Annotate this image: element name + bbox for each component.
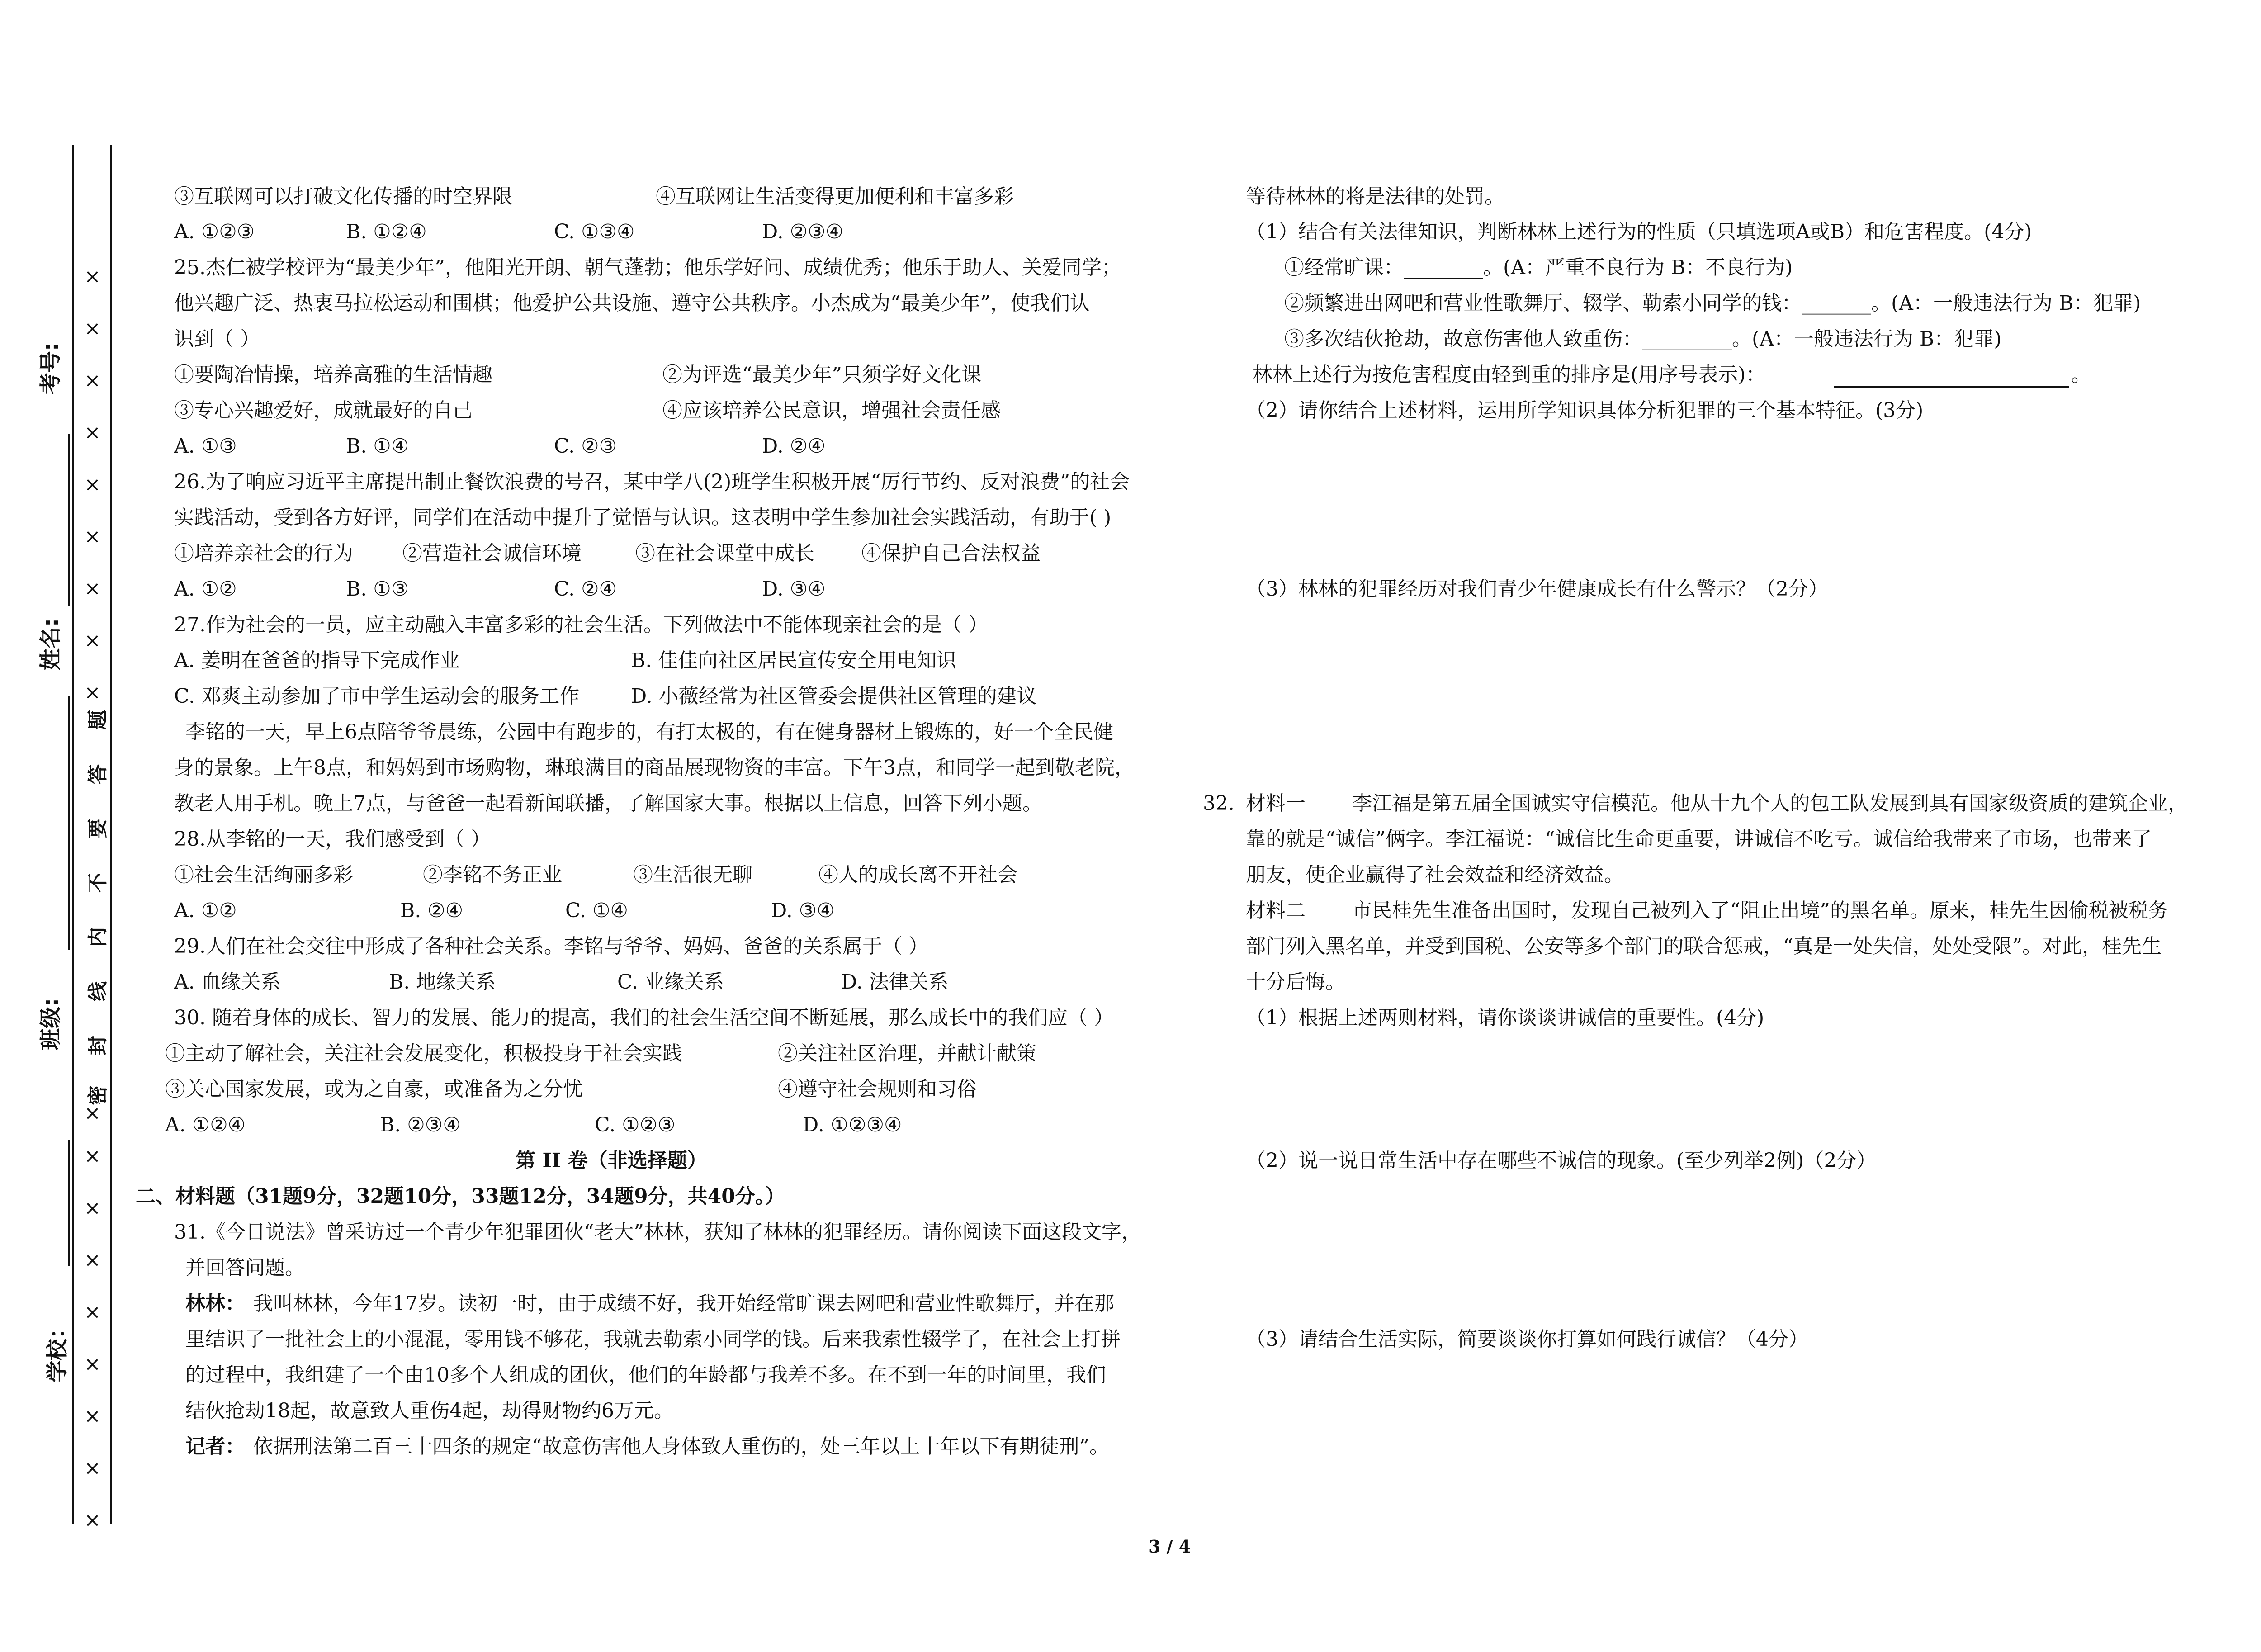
q32-number: 32.: [1203, 792, 1235, 815]
q29-choice-b: B. 地缘关系: [389, 970, 496, 994]
q25-option-3: ③专心兴趣爱好，成就最好的自己: [174, 399, 473, 422]
seal-char-feng: 封: [86, 1036, 109, 1056]
q26-option-2: ②营造社会诚信环境: [402, 542, 582, 565]
margin-cross: ×: [84, 577, 101, 600]
material-liming-2: 身的景象。上午8点，和妈妈到市场购物，琳琅满目的商品展现物资的丰富。下午3点，和同学一起到敬老院，: [174, 756, 1135, 779]
margin-cross: ×: [84, 1197, 101, 1220]
q31-sub2-stem: （2）请你结合上述材料，运用所学知识具体分析犯罪的三个基本特征。(3分): [1246, 399, 1924, 422]
margin-field-banji[interactable]: [68, 1140, 70, 1266]
q31-sub3-stem: （3）林林的犯罪经历对我们青少年健康成长有什么警示？（2分）: [1246, 577, 1828, 601]
q31-material-2: 里结识了一批社会上的小混混，零用钱不够花，我就去勒索小同学的钱。后来我索性辍学了，在社会上打拼: [185, 1328, 1121, 1351]
margin-cross: ×: [84, 473, 101, 496]
q28-option-4: ④人的成长离不开社会: [818, 863, 1017, 886]
q28-choice-b: B. ②④: [400, 899, 464, 922]
q31-stem-1: 31.《今日说法》曾采访过一个青少年犯罪团伙“老大”林林，获知了林林的犯罪经历。请你阅读下面这段文字，: [174, 1221, 1141, 1244]
margin-label-xuexiao: 学校：: [44, 1317, 70, 1382]
q31-speaker-reporter: 记者：: [185, 1435, 245, 1458]
q31-sub2-answer-area[interactable]: [1246, 430, 2261, 565]
q24-option-3: ③互联网可以打破文化传播的时空界限: [174, 185, 512, 208]
q24-choice-a: A. ①②③: [174, 220, 255, 243]
q27-choice-b: B. 佳佳向社区居民宣传安全用电知识: [631, 649, 957, 672]
q30-option-1: ①主动了解社会，关注社会发展变化，积极投身于社会实践: [165, 1042, 682, 1065]
q27-choice-c: C. 邓爽主动参加了市中学生运动会的服务工作: [174, 685, 580, 708]
q32-material2-1: 市民桂先生准备出国时，发现自己被列入了“阻止出境”的黑名单。原来，桂先生因偷税被税务: [1352, 899, 2168, 922]
q31-sub1-stem: （1）结合有关法律知识，判断林林上述行为的性质（只填选项A或B）和危害程度。(4分): [1246, 220, 2032, 243]
q32-sub3-stem: （3）请结合生活实际，简要谈谈你打算如何践行诚信？（4分）: [1246, 1328, 1808, 1351]
q32-sub1-stem: （1）根据上述两则材料，请你谈谈讲诚信的重要性。(4分): [1246, 1006, 1764, 1029]
section-heading-material: 二、材料题（31题9分，32题10分，33题12分，34题9分，共40分。）: [136, 1185, 785, 1208]
q31-sub1-item3: ③多次结伙抢劫，故意伤害他人致重伤：_________。(A：一般违法行为 B：犯罪): [1284, 327, 2002, 350]
q24-choice-d: D. ②③④: [762, 220, 844, 243]
q28-option-3: ③生活很无聊: [633, 863, 752, 886]
seal-char-ti: 题: [86, 710, 109, 730]
q29-choice-c: C. 业缘关系: [617, 970, 724, 994]
q25-option-4: ④应该培养公民意识，增强社会责任感: [662, 399, 1001, 422]
q32-material2-2: 部门列入黑名单，并受到国税、公安等多个部门的联合惩戒，“真是一处失信，处处受限”。对此，桂先生: [1246, 935, 2162, 958]
q32-sub3-answer-area[interactable]: [1246, 1359, 2261, 1508]
seal-char-yao: 要: [86, 819, 109, 838]
q29-choice-d: D. 法律关系: [841, 970, 949, 994]
q31-sub1-order: 林林上述行为按危害程度由轻到重的排序是(用序号表示)：: [1253, 363, 1766, 386]
material-liming-3: 教老人用手机。晚上7点，与爸爸一起看新闻联播，了解国家大事。根据以上信息，回答下列小题。: [174, 792, 1042, 815]
q28-choice-a: A. ①②: [174, 899, 237, 922]
margin-cross: ×: [84, 1509, 101, 1532]
q32-material2-3: 十分后悔。: [1246, 970, 1345, 994]
q26-stem-2: 实践活动，受到各方好评，同学们在活动中提升了觉悟与认识。这表明中学生参加社会实践活动，有助于( ): [174, 506, 1112, 529]
q31-sub1-order-answer-field[interactable]: [1834, 386, 2069, 388]
margin-cross: ×: [84, 1301, 101, 1324]
q31-speaker-linlin: 林林：: [185, 1292, 245, 1315]
seal-char-bu: 不: [86, 873, 109, 893]
q32-sub2-stem: （2）说一说日常生活中存在哪些不诚信的现象。(至少列举2例)（2分）: [1246, 1149, 1877, 1172]
page-number: 3 / 4: [1149, 1536, 1191, 1557]
q32-material1-1: 李江福是第五届全国诚实守信模范。他从十九个人的包工队发展到具有国家级资质的建筑企业，: [1352, 792, 2188, 815]
margin-rule-right: [110, 145, 112, 1524]
q31-stem-2: 并回答问题。: [185, 1256, 305, 1279]
margin-label-banji: 班级:: [38, 998, 64, 1051]
q25-choice-d: D. ②④: [762, 435, 826, 458]
q30-stem: 30. 随着身体的成长、智力的发展、能力的提高，我们的社会生活空间不断延展，那么成长中的我们应（ ）: [174, 1006, 1114, 1029]
q30-option-3: ③关心国家发展，或为之自豪，或准备为之分忧: [165, 1078, 583, 1101]
margin-cross: ×: [84, 1405, 101, 1428]
margin-field-kaohao[interactable]: [68, 434, 70, 606]
margin-cross: ×: [84, 1353, 101, 1376]
q25-choice-b: B. ①④: [346, 435, 409, 458]
margin-field-xingming[interactable]: [68, 696, 70, 950]
seal-char-xian: 线: [86, 981, 109, 1001]
q24-choice-c: C. ①③④: [554, 220, 635, 243]
margin-cross: ×: [84, 369, 101, 392]
q27-stem: 27.作为社会的一员，应主动融入丰富多彩的社会生活。下列做法中不能体现亲社会的是（ ）: [174, 613, 988, 636]
margin-cross: ×: [84, 525, 101, 548]
material-liming-1: 李铭的一天，早上6点陪爷爷晨练，公园中有跑步的，有打太极的，有在健身器材上锻炼的，好一个全民健: [185, 720, 1113, 743]
margin-cross: ×: [84, 421, 101, 444]
q27-choice-a: A. 姜明在爸爸的指导下完成作业: [174, 649, 460, 672]
q28-option-2: ②李铭不务正业: [423, 863, 562, 886]
q31-material-1: 我叫林林，今年17岁。读初一时，由于成绩不好，我开始经常旷课去网吧和营业性歌舞厅，并在那: [253, 1292, 1114, 1315]
q26-option-1: ①培养亲社会的行为: [174, 542, 353, 565]
q26-stem-1: 26.为了响应习近平主席提出制止餐饮浪费的号召，某中学八(2)班学生积极开展“厉行节约、反对浪费”的社会: [174, 470, 1130, 493]
seal-char-da: 答: [86, 764, 109, 784]
q31-material-5: 依据刑法第二百三十四条的规定“故意伤害他人身体致人重伤的，处三年以上十年以下有期徒刑”。: [253, 1435, 1109, 1458]
margin-cross: ×: [84, 1249, 101, 1272]
q26-choice-a: A. ①②: [174, 577, 237, 601]
q32-material1-label: 材料一: [1246, 792, 1306, 815]
margin-label-xingming: 姓名:: [38, 618, 64, 671]
q30-choice-d: D. ①②③④: [803, 1113, 902, 1136]
q26-choice-c: C. ②④: [554, 577, 617, 601]
seal-char-mi: 密: [86, 1085, 109, 1105]
q30-choice-a: A. ①②④: [165, 1113, 246, 1136]
q31-sub1-item2: ②频繁进出网吧和营业性歌舞厅、辍学、勒索小同学的钱：_______。(A：一般违法行为 B：犯罪): [1284, 292, 2141, 315]
q25-choice-c: C. ②③: [554, 435, 617, 458]
q28-choice-c: C. ①④: [565, 899, 628, 922]
q28-stem: 28.从李铭的一天，我们感受到（ ）: [174, 828, 491, 851]
q25-choice-a: A. ①③: [174, 435, 237, 458]
q31-material-end: 等待林林的将是法律的处罚。: [1246, 185, 1504, 208]
q25-stem-3: 识到（ ）: [174, 327, 260, 350]
section-title-part2: 第 II 卷（非选择题）: [516, 1149, 707, 1172]
q25-stem-2: 他兴趣广泛、热衷马拉松运动和围棋；他爱护公共设施、遵守公共秩序。小杰成为“最美少年”，使我们认: [174, 292, 1090, 315]
margin-cross: ×: [84, 265, 101, 288]
margin-cross: ×: [84, 1145, 101, 1168]
q32-sub2-answer-area[interactable]: [1246, 1180, 2261, 1321]
q30-option-2: ②关注社区治理，并献计献策: [778, 1042, 1036, 1065]
q28-choice-d: D. ③④: [771, 899, 835, 922]
margin-rule-left: [72, 145, 74, 1524]
q24-choice-b: B. ①②④: [346, 220, 427, 243]
q31-material-4: 结伙抢劫18起，故意致人重伤4起，劫得财物约6万元。: [185, 1399, 674, 1422]
q30-choice-c: C. ①②③: [595, 1113, 676, 1136]
q28-option-1: ①社会生活绚丽多彩: [174, 863, 353, 886]
q29-choice-a: A. 血缘关系: [174, 970, 281, 994]
margin-label-kaohao: 考号:: [38, 342, 64, 395]
q31-sub1-item1: ①经常旷课：________。(A：严重不良行为 B：不良行为): [1284, 256, 1793, 279]
q31-material-3: 的过程中，我组建了一个由10多个人组成的团伙，他们的年龄都与我差不多。在不到一年的时间里，我们: [185, 1363, 1106, 1387]
margin-cross: ×: [84, 629, 101, 652]
q24-option-4: ④互联网让生活变得更加便利和丰富多彩: [656, 185, 1014, 208]
q25-option-1: ①要陶冶情操，培养高雅的生活情趣: [174, 363, 492, 386]
q25-option-2: ②为评选“最美少年”只须学好文化课: [662, 363, 981, 386]
q26-choice-d: D. ③④: [762, 577, 826, 601]
q32-sub1-answer-area[interactable]: [1246, 1038, 2261, 1142]
q30-choice-b: B. ②③④: [380, 1113, 461, 1136]
q26-option-4: ④保护自己合法权益: [861, 542, 1041, 565]
margin-cross: ×: [84, 1102, 101, 1125]
q31-sub1-order-end: 。: [2071, 363, 2091, 386]
q26-option-3: ③在社会课堂中成长: [635, 542, 814, 565]
q26-choice-b: B. ①③: [346, 577, 409, 601]
q32-material1-3: 朋友，使企业赢得了社会效益和经济效益。: [1246, 863, 1624, 886]
margin-cross: ×: [84, 1457, 101, 1480]
q27-choice-d: D. 小薇经常为社区管委会提供社区管理的建议: [631, 685, 1037, 708]
margin-cross: ×: [84, 681, 101, 704]
seal-char-nei: 内: [86, 927, 109, 947]
margin-cross: ×: [84, 317, 101, 340]
q30-option-4: ④遵守社会规则和习俗: [778, 1078, 977, 1101]
q32-material1-2: 靠的就是“诚信”俩字。李江福说：“诚信比生命更重要，讲诚信不吃亏。诚信给我带来了市场，也带来了: [1246, 828, 2152, 851]
q32-material2-label: 材料二: [1246, 899, 1306, 922]
q29-stem: 29.人们在社会交往中形成了各种社会关系。李铭与爷爷、妈妈、爸爸的关系属于（ ）: [174, 935, 928, 958]
q25-stem-1: 25.杰仁被学校评为“最美少年”，他阳光开朗、朝气蓬勃；他乐学好问、成绩优秀；他乐于助人、关爱同学；: [174, 256, 1121, 279]
q31-sub3-answer-area[interactable]: [1246, 608, 2261, 785]
